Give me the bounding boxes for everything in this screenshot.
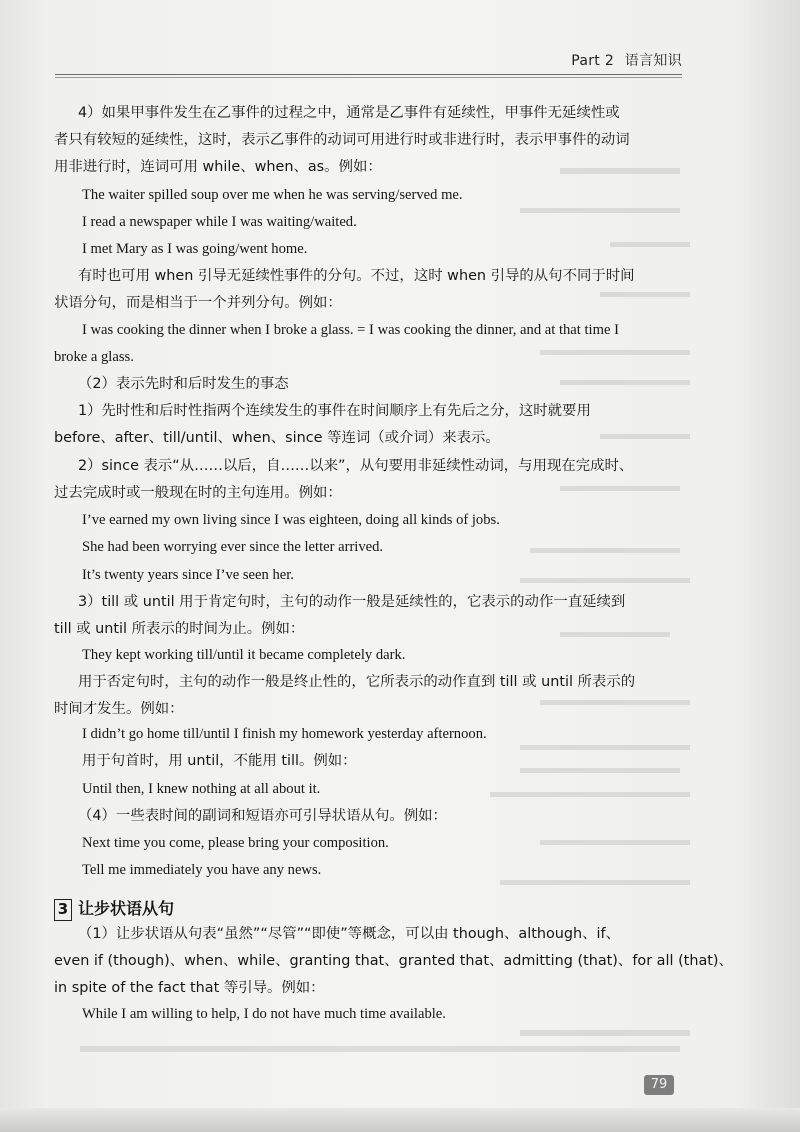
text-line: 用于否定句时，主句的动作一般是终止性的，它所表示的动作直到 till 或 until 所表示的 bbox=[78, 674, 636, 690]
text-line: 时间才发生。例如： bbox=[54, 701, 184, 717]
section-number-box: 3 bbox=[54, 899, 72, 921]
text-line: 者只有较短的延续性，这时，表示乙事件的动词可用进行时或非进行时，表示甲事件的动词 bbox=[54, 132, 630, 148]
text-line: 用于句首时，用 until，不能用 till。例如： bbox=[82, 753, 357, 769]
text-line: in spite of the fact that 等引导。例如： bbox=[54, 980, 325, 996]
text-line: 有时也可用 when 引导无延续性事件的分句。不过，这时 when 引导的从句不同于时间 bbox=[78, 268, 635, 284]
text-line: While I am willing to help, I do not have much time available. bbox=[82, 1006, 446, 1022]
section-heading bbox=[54, 898, 174, 921]
text-line: （4）一些表时间的副词和短语亦可引导状语从句。例如： bbox=[78, 808, 447, 824]
header-rule bbox=[55, 74, 682, 75]
text-line: 3）till 或 until 用于肯定句时，主句的动作一般是延续性的，它表示的动作一直延续到 bbox=[78, 594, 626, 610]
text-line: I didn’t go home till/until I finish my homework yesterday afternoon. bbox=[82, 726, 487, 742]
text-line: Next time you come, please bring your composition. bbox=[82, 835, 389, 851]
text-line: I’ve earned my own living since I was eighteen, doing all kinds of jobs. bbox=[82, 512, 500, 528]
text-line: broke a glass. bbox=[54, 349, 134, 365]
text-line: I was cooking the dinner when I broke a glass. = I was cooking the dinner, and at that time I bbox=[82, 322, 619, 338]
section-title: 让步状语从句 bbox=[78, 899, 175, 918]
text-line: I read a newspaper while I was waiting/waited. bbox=[82, 214, 357, 230]
text-line: till 或 until 所表示的时间为止。例如： bbox=[54, 621, 305, 637]
text-line: They kept working till/until it became completely dark. bbox=[82, 647, 406, 663]
text-line: before、after、till/until、when、since 等连词（或介词）来表示。 bbox=[54, 430, 500, 446]
text-line: Tell me immediately you have any news. bbox=[82, 862, 322, 878]
text-line: 过去完成时或一般现在时的主句连用。例如： bbox=[54, 485, 342, 501]
running-header bbox=[571, 50, 682, 70]
text-line: 用非进行时，连词可用 while、when、as。例如： bbox=[54, 159, 382, 175]
header-title: 语言知识 bbox=[624, 53, 682, 69]
page-edge-shadow bbox=[0, 1108, 800, 1132]
text-line: 4）如果甲事件发生在乙事件的过程之中，通常是乙事件有延续性，甲事件无延续性或 bbox=[78, 105, 620, 121]
text-line: The waiter spilled soup over me when he was serving/served me. bbox=[82, 187, 463, 203]
text-line: 状语分句，而是相当于一个并列分句。例如： bbox=[54, 295, 342, 311]
page-number: 79 bbox=[644, 1075, 674, 1095]
text-line: 1）先时性和后时性指两个连续发生的事件在时间顺序上有先后之分，这时就要用 bbox=[78, 403, 591, 419]
text-line: （1）让步状语从句表“虽然”“尽管”“即使”等概念，可以由 though、although、if、 bbox=[78, 926, 620, 942]
text-line: even if (though)、when、while、granting that、granted that、admitting (that)、for all (that)、 bbox=[54, 953, 733, 969]
text-line: It’s twenty years since I’ve seen her. bbox=[82, 567, 294, 583]
text-line: 2）since 表示“从……以后，自……以来”，从句要用非延续性动词，与用现在完成时、 bbox=[78, 458, 634, 474]
header-part: Part 2 bbox=[571, 53, 615, 69]
header-rule-thin bbox=[55, 77, 682, 78]
text-line: I met Mary as I was going/went home. bbox=[82, 241, 308, 257]
text-line: Until then, I knew nothing at all about it. bbox=[82, 781, 321, 797]
text-line: （2）表示先时和后时发生的事态 bbox=[78, 376, 289, 392]
text-line: She had been worrying ever since the letter arrived. bbox=[82, 539, 384, 555]
